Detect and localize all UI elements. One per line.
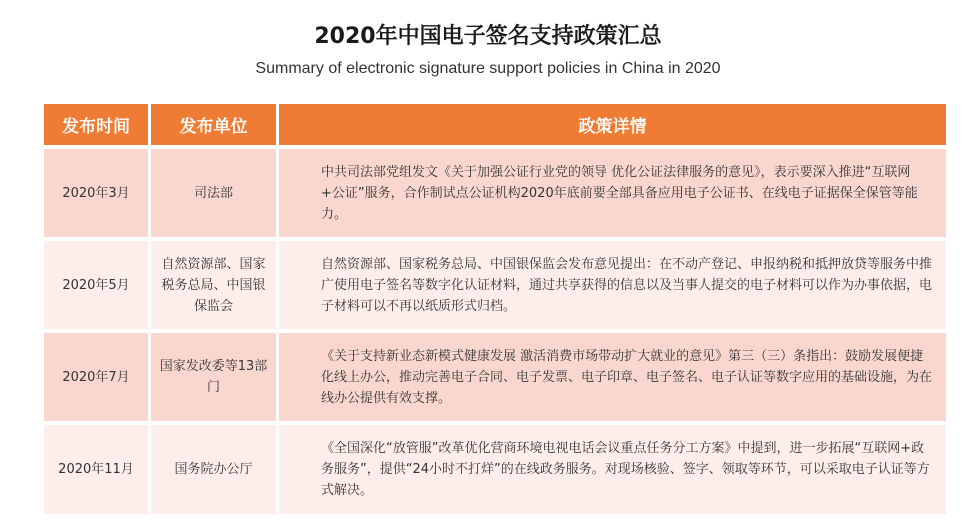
page-subtitle: Summary of electronic signature support policies in China in 2020: [255, 60, 721, 77]
date-cell: 2020年3月: [44, 149, 148, 237]
detail-cell: 《关于支持新业态新模式健康发展 激活消费市场带动扩大就业的意见》第三（三）条指出：鼓励发展便捷化线上办公，推动完善电子合同、电子发票、电子印章、电子签名、电子认证等数字应用的基础设施，为在线办公提供有效支撑。: [279, 333, 946, 421]
table-row: [44, 149, 946, 237]
unit-cell: 司法部: [151, 149, 276, 237]
unit-cell: 国务院办公厅: [151, 425, 276, 514]
table-row: [44, 333, 946, 421]
header-detail: 政策详情: [279, 104, 946, 145]
table-header-row: [44, 104, 946, 145]
detail-cell: 中共司法部党组发文《关于加强公证行业党的领导 优化公证法律服务的意见》，表示要深入推进“互联网+公证”服务，合作制试点公证机构2020年底前要全部具备应用电子公证书、在线电子证据保全保管等能力。: [279, 149, 946, 237]
date-cell: 2020年7月: [44, 333, 148, 421]
table-row: [44, 241, 946, 329]
policy-table: [44, 104, 946, 518]
date-cell: 2020年5月: [44, 241, 148, 329]
date-cell: 2020年11月: [44, 425, 148, 514]
page-title: 2020年中国电子签名支持政策汇总: [314, 24, 662, 49]
unit-cell: 自然资源部、国家税务总局、中国银保监会: [151, 241, 276, 329]
detail-cell: 自然资源部、国家税务总局、中国银保监会发布意见提出：在不动产登记、申报纳税和抵押放贷等服务中推广使用电子签名等数字化认证材料，通过共享获得的信息以及当事人提交的电子材料可以作为办事依据，电子材料可以不再以纸质形式归档。: [279, 241, 946, 329]
table-row: [44, 425, 946, 514]
header-unit: 发布单位: [151, 104, 276, 145]
detail-cell: 《全国深化“放管服”改革优化营商环境电视电话会议重点任务分工方案》中提到，进一步拓展“互联网+政务服务”，提供“24小时不打烊”的在线政务服务。对现场核验、签字、领取等环节，可以采取电子认证等方式解决。: [279, 425, 946, 514]
header-date: 发布时间: [44, 104, 148, 145]
unit-cell: 国家发改委等13部门: [151, 333, 276, 421]
